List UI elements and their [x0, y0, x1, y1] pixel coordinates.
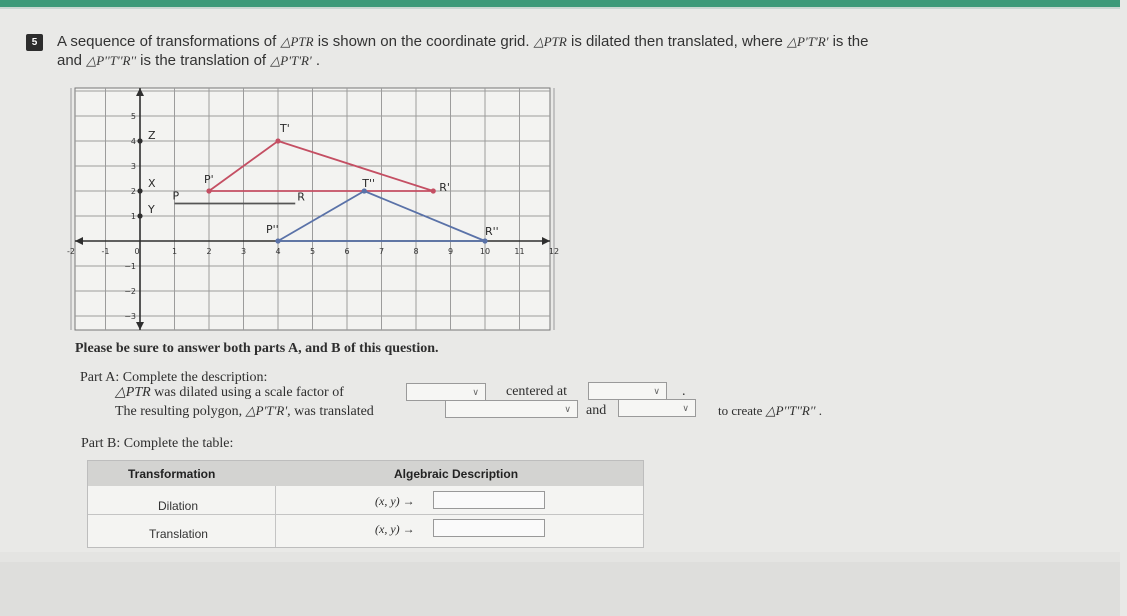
row-translation-label: Translation — [149, 527, 208, 541]
y-tick-label: 1 — [130, 212, 136, 221]
point-r2 — [482, 238, 487, 243]
instructions-text: Please be sure to answer both parts A, and B of this question. — [75, 341, 439, 356]
x-tick-label: 4 — [275, 247, 281, 256]
chevron-down-icon: ∨ — [472, 387, 479, 397]
x-tick-label: 10 — [479, 247, 491, 256]
partA-line-1: △PTR was dilated using a scale factor of — [115, 385, 344, 400]
point-label-r1: R' — [439, 181, 450, 194]
x-tick-label: -2 — [67, 247, 75, 256]
point-label-t2: T'' — [362, 177, 376, 190]
x-tick-label: 2 — [206, 247, 212, 256]
point-label-p2: P'' — [266, 223, 279, 236]
x-tick-label: 11 — [514, 247, 525, 256]
row-dilation-expr: (x, y) → — [375, 494, 415, 508]
y-tick-label: 2 — [130, 187, 136, 196]
x-tick-label: 6 — [344, 247, 350, 256]
question-prompt — [57, 32, 1127, 70]
point-label-t1: T' — [280, 122, 290, 135]
transformation-table — [87, 460, 644, 548]
column-header-transformation: Transformation — [128, 467, 216, 481]
partA-line-2-end: to create △P''T''R'' . — [718, 403, 822, 418]
period-label: . — [682, 384, 686, 399]
point-label-p1: P' — [204, 173, 214, 186]
point-p1 — [206, 188, 211, 193]
question-number: 5 — [26, 34, 43, 51]
x-tick-label: 5 — [309, 247, 316, 256]
point-label-z: Z — [148, 129, 156, 142]
centered-at-label: centered at — [506, 384, 568, 399]
y-tick-label: −2 — [124, 287, 136, 296]
translation-direction-dropdown-1[interactable] — [445, 400, 578, 418]
row-translation-expr: (x, y) → — [375, 522, 415, 536]
top-accent-bar — [0, 0, 1120, 7]
and-label: and — [586, 403, 607, 418]
point-x — [137, 188, 142, 193]
point-t1 — [275, 138, 280, 143]
translation-direction-dropdown-2[interactable] — [618, 399, 696, 417]
column-divider — [275, 486, 276, 547]
point-p2 — [275, 238, 280, 243]
point-label-y: Y — [148, 203, 155, 216]
y-tick-label: −3 — [124, 312, 136, 321]
prompt-line-1: A sequence of transformations of △PTR is shown on the coordinate grid. △PTR is dilated then translated, where △P'T'R' is the — [57, 33, 869, 50]
partA-heading: Part A: Complete the description: — [80, 370, 268, 385]
point-y — [137, 213, 142, 218]
point-label-r2: R'' — [485, 225, 499, 238]
partA-line-2: The resulting polygon, △P'T'R', was translated — [115, 403, 374, 419]
y-tick-label: 4 — [130, 137, 136, 146]
column-header-algebraic: Algebraic Description — [394, 467, 519, 481]
y-tick-label: 3 — [130, 162, 136, 171]
x-tick-label: 9 — [447, 247, 454, 256]
translation-answer-input[interactable] — [433, 519, 545, 537]
point-label-p: P — [172, 189, 180, 203]
partB-heading: Part B: Complete the table: — [81, 436, 234, 451]
chevron-down-icon: ∨ — [653, 386, 660, 396]
point-label-r: R — [297, 190, 305, 204]
x-tick-label: 8 — [413, 247, 419, 256]
x-tick-label: -1 — [101, 247, 110, 256]
chevron-down-icon: ∨ — [564, 404, 571, 414]
x-tick-label: 1 — [171, 247, 178, 256]
x-tick-label: 0 — [134, 247, 140, 256]
scale-factor-dropdown[interactable] — [406, 383, 486, 401]
chevron-down-icon: ∨ — [682, 403, 689, 413]
row-divider — [88, 514, 643, 515]
point-z — [137, 138, 142, 143]
coordinate-grid — [67, 88, 560, 330]
point-r1 — [431, 188, 436, 193]
y-tick-label: −1 — [124, 262, 136, 271]
point-label-x: X — [148, 177, 156, 190]
x-tick-label: 3 — [240, 247, 247, 256]
center-dropdown[interactable] — [588, 382, 667, 400]
y-tick-label: 5 — [130, 112, 136, 121]
x-tick-label: 7 — [378, 247, 385, 256]
top-accent-divider — [0, 7, 1120, 9]
dilation-answer-input[interactable] — [433, 491, 545, 509]
row-dilation-label: Dilation — [158, 499, 199, 513]
prompt-line-2: and △P''T''R'' is the translation of △P'T'R' . — [57, 52, 321, 69]
x-tick-label: 12 — [548, 247, 560, 256]
bottom-shade-top — [0, 552, 1120, 562]
